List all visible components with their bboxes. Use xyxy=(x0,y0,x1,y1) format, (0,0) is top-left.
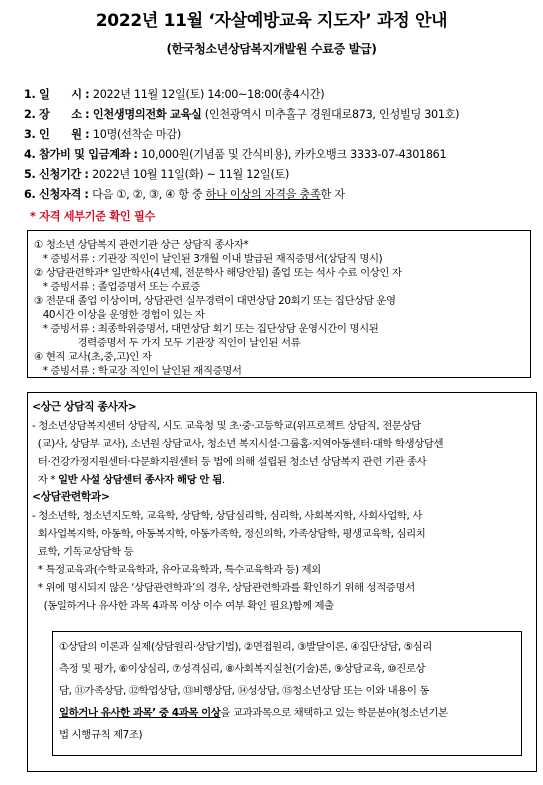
page-subtitle: (한국청소년상담복지개발원 수료증 발급) xyxy=(166,42,377,56)
detail-line: - 청소년학, 청소년지도학, 교육학, 상담학, 상담심리학, 심리학, 사회복지학, 사회사업학, 사 xyxy=(32,510,423,522)
detail-line: (교)사, 상담부 교사), 소년원 상담교사, 청소년 복지시설·그룹홈·지역아동센터·대학 학생상담센 xyxy=(32,438,444,450)
detail-line: * 특정교육과(수학교육학과, 유아교육학과, 특수교육학과 등) 제외 xyxy=(32,564,321,576)
info-value-extra: (인천광역시 미추홀구 경원대로873, 인성빌딩 301호) xyxy=(201,108,460,121)
qualification-line: * 증빙서류 : 졸업증명서 또는 수료증 xyxy=(34,281,201,293)
details-box xyxy=(27,392,537,772)
info-capacity: 3. 인 원 : 10명(선착순 마감) xyxy=(24,128,181,141)
qualification-line: ④ 현직 교사(초,중,고)인 자 xyxy=(34,351,152,363)
subjects-line: 법 시행규칙 제7조) xyxy=(59,729,143,741)
info-place: 2. 장 소 : 인천생명의전화 교육실 (인천광역시 미추홀구 경원대로873, 인성빌딩 301호) xyxy=(24,108,460,121)
qualification-line: * 증빙서류 : 최종학위증명서, 대면상담 회기 또는 집단상담 운영시간이 명시된 xyxy=(34,323,379,335)
info-eligibility: 6. 신청자격 : 다음 ①, ②, ③, ④ 항 중 하나 이상의 자격을 충족한 자 xyxy=(24,188,345,201)
subjects-line: 측정 및 평가, ⑥이상심리, ⑦성격심리, ⑧사회복지실천(기술)론, ⑨상담교육, ⑩진로상 xyxy=(59,663,426,675)
info-label: 5. 신청기간 xyxy=(24,168,82,181)
detail-line: 터·건강가정지원센터·다문화지원센터 등 법에 의해 설립된 청소년 상담복지 관련 기관 종사 xyxy=(32,456,427,468)
qualification-line: ① 청소년 상담복지 관련기관 상근 상담직 종사자* xyxy=(34,239,249,251)
detail-line: 료학, 기독교상담학 등 xyxy=(32,546,134,558)
detail-line: * 위에 명시되지 않은 ‘상담관련학과’의 경우, 상담관련학과를 확인하기 위해 성적증명서 xyxy=(32,582,415,594)
page-title: 2022년 11월 ‘자살예방교육 지도자’ 과정 안내 xyxy=(95,11,448,31)
info-value: 10명(선착순 마감) xyxy=(92,128,181,141)
info-label: 2. 장 소 xyxy=(24,108,82,121)
eligibility-underlined: 하나 이상의 자격을 충족 xyxy=(205,188,321,201)
qualification-line: * 증빙서류 : 학교장 직인이 날인된 재직증명서 xyxy=(34,365,242,377)
info-fee: 4. 참가비 및 입금계좌 : 10,000원(기념품 및 간식비용), 카카오뱅크 3333-07-4301861 xyxy=(24,148,447,161)
subjects-line: 담, ⑪가족상담, ⑫학업상담, ⑬비행상담, ⑭성상담, ⑮청소년상담 또는 이와 내용이 동 xyxy=(59,685,430,697)
info-label: 3. 인 원 xyxy=(24,128,82,141)
info-label: 6. 신청자격 xyxy=(24,188,82,201)
info-datetime: 1. 일 시 : 2022년 11월 12일(토) 14:00~18:00(총4시간) xyxy=(24,88,325,101)
subjects-line: ①상담의 이론과 실제(상담원리·상담기법), ②면접원리, ③발달이론, ④집단상담, ⑤심리 xyxy=(59,641,432,653)
detail-emphasis: 일반 사설 상담센터 종사자 해당 안 됨 xyxy=(58,474,222,486)
section-title: <상근 상담직 종사자> xyxy=(32,400,137,413)
qualification-line: 40시간 이상을 운영한 경험이 있는 자 xyxy=(34,309,205,321)
detail-line: (동일하거나 유사한 과목 4과목 이상 이수 여부 확인 필요)함께 제출 xyxy=(32,600,334,612)
subjects-emphasis: 일하거나 유사한 과목’ 중 4과목 이상 xyxy=(59,707,221,719)
qualification-line: * 증빙서류 : 기관장 직인이 날인된 3개월 이내 발급된 재직증명서(상담직 명시) xyxy=(34,253,383,265)
detail-line: - 청소년상담복지센터 상담직, 시도 교육청 및 초·중·고등학교(위프로젝트 상담직, 전문상담 xyxy=(32,420,421,432)
qualification-line: ③ 전문대 졸업 이상이며, 상담관련 실무경력이 대면상담 20회기 또는 집단상담 운영 xyxy=(34,295,396,307)
requirement-note: * 자격 세부기준 확인 필수 xyxy=(30,210,156,223)
info-value: 2022년 11월 12일(토) 14:00~18:00(총4시간) xyxy=(92,88,325,101)
qualification-line: ② 상담관련학과* 일반학사(4년제, 전문학사 해당안됨) 졸업 또는 석사 수료 이상인 자 xyxy=(34,267,402,279)
info-period: 5. 신청기간 : 2022년 10월 11일(화) ~ 11월 12일(토) xyxy=(24,168,290,181)
qualification-line: 경력증명서 두 가지 모두 기관장 직인이 날인된 서류 xyxy=(34,337,301,349)
subjects-box xyxy=(52,631,522,756)
detail-line: 회사업복지학, 아동학, 아동복지학, 아동가족학, 정신의학, 가족상담학, 평생교육학, 심리치 xyxy=(32,528,426,540)
info-value: 2022년 10월 11일(화) ~ 11월 12일(토) xyxy=(92,168,290,181)
qualifications-box xyxy=(27,230,531,378)
info-label: 4. 참가비 및 입금계좌 xyxy=(24,148,131,161)
info-label: 1. 일 시 xyxy=(24,88,82,101)
section-title: <상담관련학과> xyxy=(32,490,110,503)
subjects-line: 일하거나 유사한 과목’ 중 4과목 이상을 교과과목으로 채택하고 있는 학문분야(청소년기본 xyxy=(59,707,448,719)
detail-line: 자 * 일반 사설 상담센터 종사자 해당 안 됨. xyxy=(32,474,225,486)
info-value: 인천생명의전화 교육실 xyxy=(92,108,202,121)
info-value: 10,000원(기념품 및 간식비용), 카카오뱅크 3333-07-4301861 xyxy=(141,148,447,161)
